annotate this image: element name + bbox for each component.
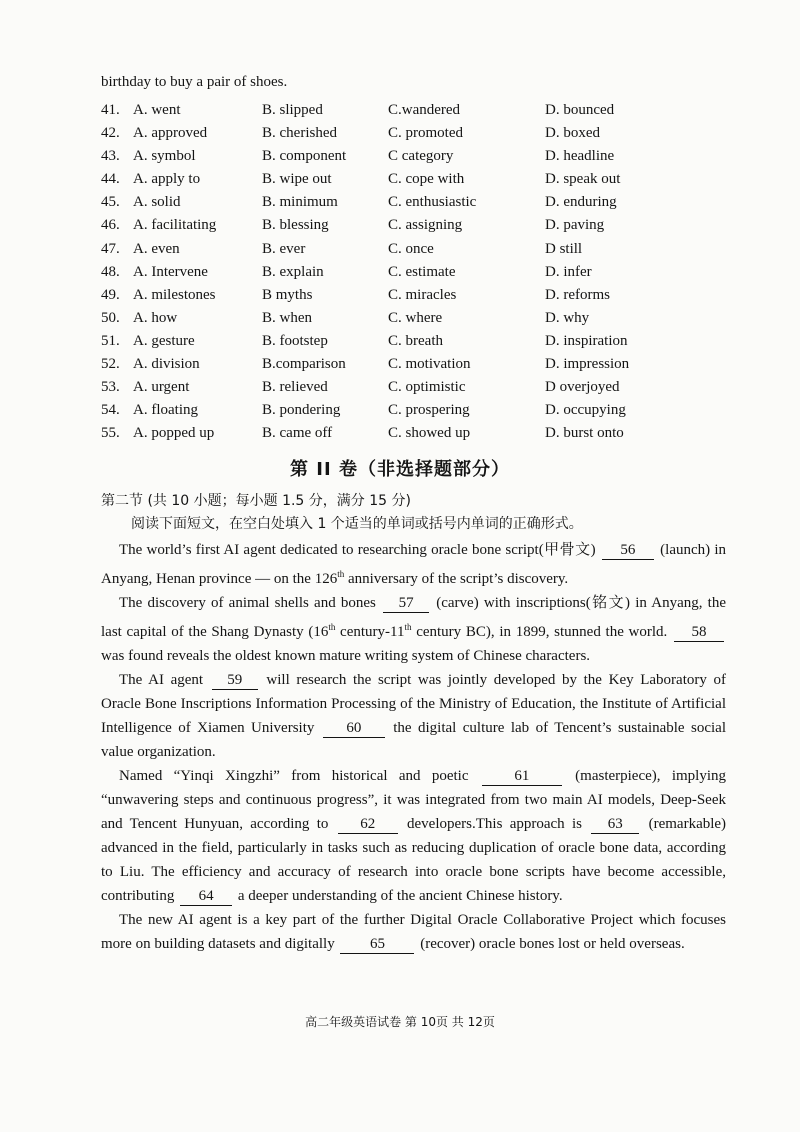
blank-58: 58 — [674, 623, 724, 642]
blank-61: 61 — [482, 767, 562, 786]
option-b: B. minimum — [262, 194, 338, 211]
option-c: C. estimate — [388, 263, 456, 280]
option-c: C. assigning — [388, 217, 463, 234]
option-c: C. miracles — [388, 286, 457, 303]
text: The new AI agent is a key part of the further Digital Oracle Collaborative Project which focuses more on building datasets and digitally — [101, 912, 726, 952]
text: century BC), in 1899, stunned the world. — [411, 624, 668, 640]
option-row — [101, 261, 741, 284]
option-b: B. cherished — [262, 125, 337, 142]
option-row — [101, 376, 741, 399]
blank-56: 56 — [602, 541, 654, 560]
cloze-passage — [101, 538, 726, 956]
previous-passage-tail: birthday to buy a pair of shoes. — [101, 74, 288, 90]
option-b: B. wipe out — [262, 171, 332, 188]
text: Named “Yinqi Xingzhi” from historical and poetic — [119, 768, 469, 784]
blank-59: 59 — [212, 671, 258, 690]
text: (masterpiece), implying “unwavering steps and continuous progress”, it was integrated from two main AI models, Deep-Seek and Tencent Hunyuan, according to — [101, 768, 727, 832]
question-number: 41. — [101, 102, 120, 118]
option-a: A. symbol — [133, 148, 196, 165]
option-row — [101, 399, 741, 422]
text: century-11 — [335, 624, 405, 640]
text: anniversary of the script’s discovery. — [344, 571, 569, 587]
option-c: C. promoted — [388, 125, 463, 142]
option-a: A. milestones — [133, 286, 216, 303]
option-a: A. even — [133, 240, 180, 257]
text: The discovery of animal shells and bones — [119, 595, 376, 611]
option-d: D. enduring — [545, 194, 617, 211]
paragraph-1 — [101, 538, 726, 591]
superscript: th — [404, 622, 412, 632]
option-a: A. facilitating — [133, 217, 217, 234]
question-number: 54. — [101, 402, 120, 419]
option-c: C. cope with — [388, 171, 465, 188]
option-row — [101, 191, 741, 214]
question-number: 53. — [101, 379, 120, 396]
question-number: 52. — [101, 356, 120, 373]
blank-57: 57 — [383, 594, 429, 613]
option-a: A. solid — [133, 194, 181, 211]
option-b: B. came off — [262, 425, 333, 442]
option-d: D. burst onto — [545, 425, 624, 442]
question-number: 49. — [101, 286, 120, 303]
option-a: A. gesture — [133, 332, 195, 349]
option-c: C.wandered — [388, 102, 461, 118]
option-d: D. speak out — [545, 171, 621, 188]
text: was found reveals the oldest known mature writing system of Chinese characters. — [101, 648, 591, 664]
option-row — [101, 99, 741, 122]
option-d: D. why — [545, 309, 590, 326]
option-a: A. went — [133, 102, 181, 118]
option-row — [101, 330, 741, 353]
option-d: D. bounced — [545, 102, 615, 118]
option-b: B. footstep — [262, 332, 328, 349]
paragraph-3 — [101, 668, 726, 764]
question-number: 47. — [101, 240, 120, 257]
option-c: C. motivation — [388, 356, 471, 373]
question-number: 46. — [101, 217, 120, 234]
option-d: D. occupying — [545, 402, 626, 419]
option-c: C. prospering — [388, 402, 470, 419]
blank-62: 62 — [338, 815, 398, 834]
option-a: A. apply to — [133, 171, 201, 188]
question-number: 42. — [101, 125, 120, 142]
text: developers.This approach is — [407, 816, 582, 832]
option-c: C. enthusiastic — [388, 194, 477, 211]
text: (recover) oracle bones lost or held overseas. — [420, 936, 685, 952]
text: The world’s first AI agent dedicated to researching oracle bone script(甲骨文) — [119, 542, 596, 558]
option-b: B myths — [262, 286, 313, 303]
blank-60: 60 — [323, 719, 385, 738]
option-a: A. division — [133, 356, 200, 373]
text: (remarkable) advanced in the field, particularly in tasks such as reducing duplication of oracle bone data, according to Liu. The efficiency and accuracy of research into oracle bone scripts have become accessible, contributing — [101, 816, 727, 904]
option-d: D. reforms — [545, 286, 610, 303]
option-a: A. approved — [133, 125, 208, 142]
superscript: th — [328, 622, 336, 632]
option-a: A. how — [133, 309, 178, 326]
option-c: C. once — [388, 240, 434, 257]
option-row — [101, 353, 741, 376]
text: The AI agent — [119, 672, 204, 688]
options-table — [101, 99, 741, 445]
text: (carve) with inscriptions(铭文) in Anyang, the last capital of the Shang Dynasty (16 — [101, 595, 726, 640]
option-d: D. infer — [545, 263, 592, 280]
option-b: B. pondering — [262, 402, 341, 419]
blank-63: 63 — [591, 815, 639, 834]
question-number: 55. — [101, 425, 120, 442]
text: (launch) in Anyang, Henan province — on the 126 — [101, 542, 727, 587]
text: will research the script was jointly developed by the Key Laboratory of Oracle Bone Inscriptions Information Processing of the Ministry of Education, the Institute of Artificial Intelligence of Xiamen University — [101, 672, 727, 736]
option-b: B. blessing — [262, 217, 329, 234]
superscript: th — [337, 569, 345, 579]
option-c: C. optimistic — [388, 379, 466, 396]
blank-65: 65 — [340, 935, 414, 954]
option-row — [101, 284, 741, 307]
option-b: B. slipped — [262, 102, 323, 118]
option-d: D. paving — [545, 217, 605, 234]
option-row — [101, 238, 741, 261]
text: the digital culture lab of Tencent’s sustainable social value organization. — [101, 720, 727, 760]
option-c: C category — [388, 148, 454, 165]
paragraph-2 — [101, 591, 726, 668]
option-row — [101, 422, 741, 445]
page-footer: 高二年级英语试卷 第 10页 共 12页 — [305, 1015, 495, 1029]
option-b: B. explain — [262, 263, 324, 280]
option-d: D. impression — [545, 356, 630, 373]
section-title: 第 II 卷（非选择题部分） — [290, 459, 510, 480]
option-d: D. boxed — [545, 125, 600, 142]
section-subheading: 第二节 (共 10 小题；每小题 1.5 分，满分 15 分) — [101, 493, 411, 509]
option-b: B. relieved — [262, 379, 328, 396]
option-d: D overjoyed — [545, 379, 620, 396]
option-row — [101, 145, 741, 168]
option-c: C. breath — [388, 332, 443, 349]
paragraph-5 — [101, 908, 726, 956]
option-c: C. showed up — [388, 425, 471, 442]
option-row — [101, 122, 741, 145]
question-number: 48. — [101, 263, 120, 280]
option-c: C. where — [388, 309, 443, 326]
option-b: B. ever — [262, 240, 306, 257]
instruction-text: 阅读下面短文，在空白处填入 1 个适当的单词或括号内单词的正确形式。 — [131, 516, 583, 532]
option-row — [101, 168, 741, 191]
question-number: 51. — [101, 332, 120, 349]
question-number: 50. — [101, 309, 120, 326]
blank-64: 64 — [180, 887, 232, 906]
option-a: A. Intervene — [133, 263, 208, 280]
option-b: B.comparison — [262, 356, 346, 373]
option-a: A. urgent — [133, 379, 190, 396]
option-a: A. floating — [133, 402, 198, 419]
option-a: A. popped up — [133, 425, 215, 442]
question-number: 45. — [101, 194, 120, 211]
option-d: D. inspiration — [545, 332, 628, 349]
option-row — [101, 307, 741, 330]
question-number: 44. — [101, 171, 120, 188]
option-d: D still — [545, 240, 583, 257]
paragraph-4 — [101, 764, 726, 908]
option-row — [101, 214, 741, 237]
question-number: 43. — [101, 148, 120, 165]
text: a deeper understanding of the ancient Chinese history. — [237, 888, 563, 904]
option-d: D. headline — [545, 148, 615, 165]
option-b: B. component — [262, 148, 347, 165]
option-b: B. when — [262, 309, 312, 326]
